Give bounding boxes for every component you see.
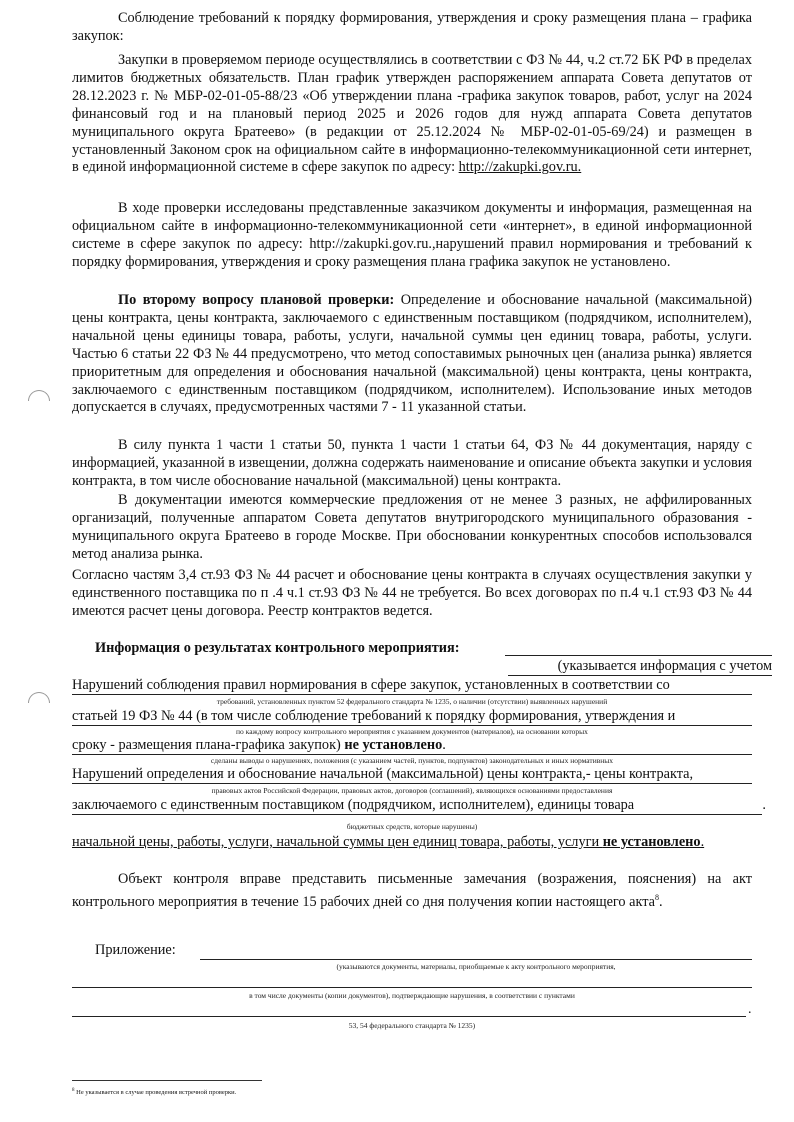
footnote-mark: 8: [72, 1088, 75, 1093]
appendix-caption-1: (указываются документы, материалы, приобщаемые к акту контрольного мероприятия,: [336, 962, 616, 971]
objection-text: Объект контроля вправе представить письменные замечания (возражения, пояснения) на акт контрольного мероприятия в течение 15 рабочих дней со дня получения копии настоящего акта: [72, 871, 752, 910]
objection-paragraph: [72, 871, 752, 912]
results-line-5: Нарушений определения и обоснование начальной (максимальной) цены контракта,- цены контракта,: [72, 766, 752, 784]
second-question-heading: По второму вопросу плановой проверки:: [118, 292, 395, 308]
results-caption-2: требований, установленных пунктом 52 федерального стандарта № 1235, о наличии (отсутствии) выявленных нарушений: [216, 697, 608, 706]
results-caption-5: правовых актов Российской Федерации, правовых актов, договоров (соглашений), являющихся основаниями предоставления: [211, 786, 613, 795]
results-line-4-text: сроку - размещения плана-графика закупок): [72, 737, 341, 753]
paragraph-inspection-findings: В ходе проверки исследованы представленные заказчиком документы и информация, размещенная на официальном сайте в информационно-телекоммуникационной сети «интернет», в единой информационной системе в сфере закупок по адресу: http://zakupki.gov.ru.,нарушений правил нормирования и требований к порядку формирования, утверждения и сроку размещения плана графика закупок не установлено.: [72, 200, 752, 270]
heading-underline: [505, 655, 772, 656]
results-line-4-dot: .: [442, 737, 446, 753]
paragraph-text: Закупки в проверяемом периоде осуществлялись в соответствии с ФЗ № 44, ч.2 ст.72 БК РФ в пределах лимитов бюджетных обязательств. План график утвержден распоряжением аппарата Совета депутатов от 28.12.2023 г. № МБР-02-01-05-88/23 «Об утверждении плана -графика закупок товаров, работ, услуг на 2024 финансовый год и на плановый период 2025 и 2026 годов для нужд аппарата Совета депутатов муниципального округа Братеево» (в редакции от 25.12.2024 № МБР-02-01-05-69/24) и размещен в установленный Законом срок на официальном сайте в информационно-телекоммуникационной сети интернет, в единой информационной системе в сфере закупок по адресу:: [72, 52, 752, 176]
paragraph-text: Определение и обоснование начальной (максимальной) цены контракта, цены контракта, заключаемого с единственным поставщиком (подрядчиком, исполнителем), начальной цены единицы товара, работы, услуги, начальной суммы цен единиц товара, работы, услуги. Частью 6 статьи 22 ФЗ № 44 предусмотрено, что метод сопоставимых рыночных цен (анализа рынка) является приоритетным для определения и обоснования начальной (максимальной) цены контракта, цены контракта, заключаемого с единственным поставщиком (подрядчиком, исполнителем). Использование иных методов допускается в случаях, предусмотренных частями 7 - 11 указанной статьи.: [72, 292, 752, 416]
results-line-4: [72, 737, 752, 755]
punch-hole-mark: [28, 390, 50, 401]
results-line-1: (указывается информация с учетом: [508, 658, 772, 676]
results-line-7: [72, 834, 752, 852]
results-line-7-dot: .: [700, 834, 705, 850]
punch-hole-mark: [28, 692, 50, 703]
results-heading: Информация о результатах контрольного мероприятия:: [95, 640, 460, 656]
footnote: [72, 1088, 236, 1096]
results-line-6-text: заключаемого с единственным поставщиком (подрядчиком, исполнителем), единицы товара: [72, 797, 635, 813]
results-line-7-text: начальной цены, работы, услуги, начальной суммы цен единиц товара, работы, услуги: [72, 834, 603, 850]
results-line-6-dot: .: [762, 797, 766, 813]
paragraph-single-supplier: Согласно частям 3,4 ст.93 ФЗ № 44 расчет и обоснование цены контракта в случаях осуществления закупки у единственного поставщика по п .4 ч.1 ст.93 ФЗ № 44 не требуется. Во всех договорах по п.4 ч.1 ст.93 ФЗ № 44 имеются расчет цены договора. Реестр контрактов ведется.: [72, 567, 752, 619]
zakupki-link[interactable]: http://zakupki.gov.ru.: [458, 159, 582, 176]
results-caption-4: сделаны выводы о нарушениях, положения (с указанием частей, пунктов, подпунктов) законодательных и иных нормативных: [210, 756, 614, 765]
paragraph-documentation: В силу пункта 1 части 1 статьи 50, пункта 1 части 1 статьи 64, ФЗ № 44 документация, наряду с информацией, указанной в извещении, должна содержать наименование и описание объекта закупки и условия контракта, в том числе обоснование начальной (максимальной) цены контракта.: [72, 437, 752, 489]
appendix-caption-3: 53, 54 федерального стандарта № 1235): [348, 1021, 476, 1030]
not-established-label: не установлено: [602, 834, 701, 850]
results-caption-6: бюджетных средств, которые нарушены): [346, 822, 478, 831]
paragraph-commercial-offers: В документации имеются коммерческие предложения от не менее 3 разных, не аффилированных организаций, полученные аппаратом Совета депутатов внутригородского муниципального образования - муниципального округа Братеево в городе Москве. При обосновании конкурентных способов использовался метод анализа рынка.: [72, 492, 752, 562]
appendix-line-2: [72, 987, 752, 988]
footnote-text: Не указывается в случае проведения встречной проверки.: [76, 1089, 237, 1097]
footnote-rule: [72, 1080, 262, 1081]
appendix-dot: .: [748, 1002, 752, 1017]
results-line-3: статьей 19 ФЗ № 44 (в том числе соблюдение требований к порядку формирования, утверждения и: [72, 708, 752, 726]
section-heading-plan-schedule: Соблюдение требований к порядку формирования, утверждения и сроку размещения плана – графика закупок:: [72, 10, 752, 44]
paragraph-second-question: [72, 292, 752, 417]
paragraph-procurement-basis: [72, 52, 752, 177]
not-established-label: не установлено: [340, 737, 443, 753]
appendix-label: Приложение:: [95, 942, 176, 958]
appendix-caption-2: в том числе документы (копии документов), подтверждающие нарушения, в соответствии с пунктами: [249, 991, 575, 1000]
results-line-2: Нарушений соблюдения правил нормирования в сфере закупок, установленных в соответствии со: [72, 677, 752, 695]
objection-end: .: [659, 893, 663, 910]
results-caption-3: по каждому вопросу контрольного мероприятия с указанием документов (материалов), на основании которых: [236, 727, 588, 736]
footnote-ref: 8: [655, 892, 660, 902]
results-line-6: [72, 797, 766, 815]
appendix-line-3: [72, 1016, 746, 1017]
appendix-line-1: [200, 959, 752, 960]
